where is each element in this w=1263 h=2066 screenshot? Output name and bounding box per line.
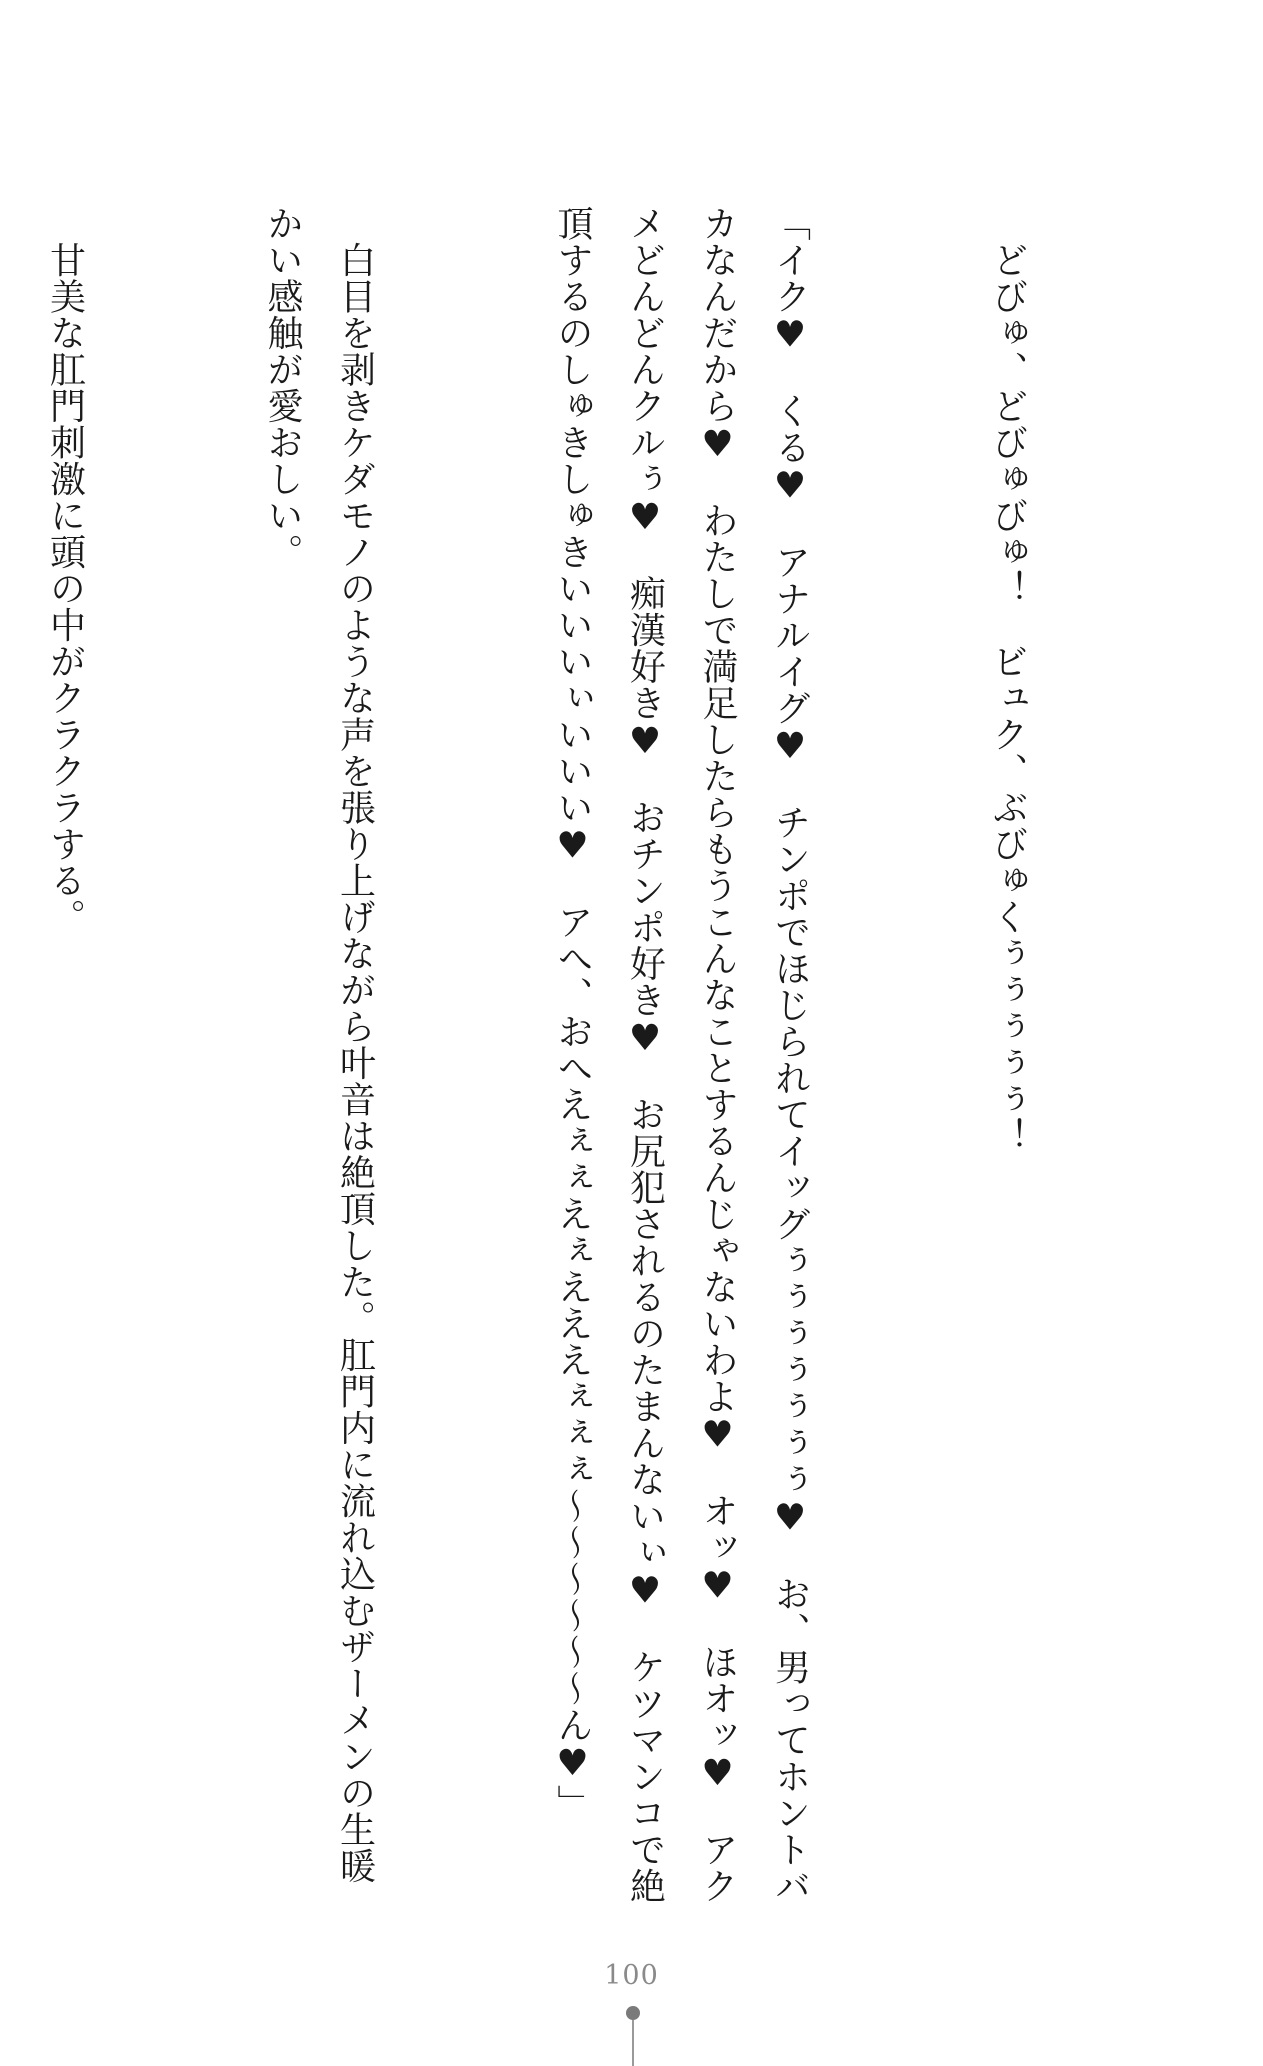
paragraph: 白目を剥きケダモノのような声を張り上げながら叶音は絶頂した。肛門内に流れ込むザーメンの生暖かい感触が愛おしい。 <box>262 205 376 1884</box>
paragraph: 甘美な肛門刺激に頭の中がクラクラする。 <box>44 205 86 935</box>
vertical-text-body <box>44 205 1188 1905</box>
page-number: 100 <box>604 1960 659 1991</box>
folio-line-ornament <box>632 2020 634 2066</box>
paragraph: どびゅ、どびゅびゅ！ ビュク、ぶびゅくぅぅぅぅぅ！ <box>987 205 1028 1154</box>
paragraph: 「イク♥ くる♥ アナルイグ♥ チンポでほじられてイッグぅぅぅぅぅぅぅ♥ お、男ってホントバカなんだから♥ わたしで満足したらもうこんなことするんじゃないわよ♥ オッ♥ ほオッ♥ アクメどんどんクルぅ♥ 痴漢好き♥ おチンポ好き♥ お尻犯されるのたまんないぃ♥ ケツマンコで絶頂するのしゅきしゅきいいいぃいいい♥ アへ、おへえぇぇえぇえええぇぇぇ〜〜〜〜〜〜ん♥」 <box>552 205 811 1904</box>
folio-dot-ornament <box>626 2006 640 2020</box>
